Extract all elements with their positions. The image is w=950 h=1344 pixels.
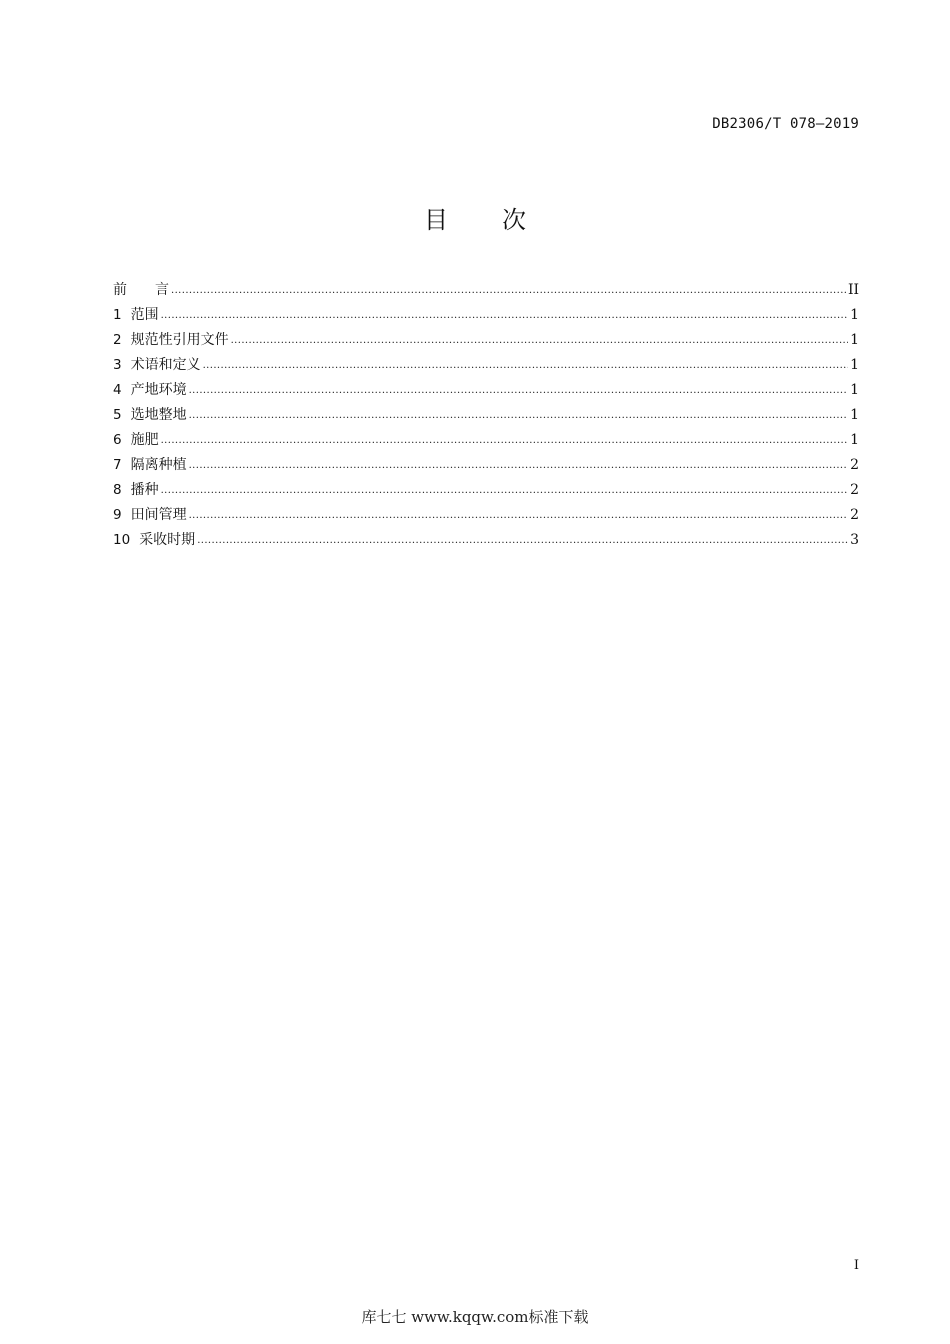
toc-entry-page: II (847, 282, 859, 298)
toc-entry-page: 1 (850, 432, 859, 448)
toc-entry-title: 选地整地 (130, 407, 187, 423)
page-number: I (853, 1258, 859, 1273)
toc-entry-production-environment[interactable] (113, 378, 859, 403)
toc-entry-sowing[interactable] (113, 478, 859, 503)
toc-leader-dots (231, 328, 848, 353)
toc-entry-title: 采收时期 (139, 532, 196, 548)
toc-entry-page: 2 (850, 482, 859, 498)
toc-entry-number: 6 (113, 432, 122, 448)
toc-leader-dots (189, 378, 848, 403)
toc-entry-page: 1 (850, 407, 859, 423)
toc-entry-terms-definitions[interactable] (113, 353, 859, 378)
toc-entry-page: 2 (850, 507, 859, 523)
toc-entry-number: 10 (113, 532, 131, 548)
toc-heading-left: 目 (424, 206, 448, 234)
toc-heading (0, 200, 950, 235)
toc-entry-isolation-planting[interactable] (113, 453, 859, 478)
toc-entry-number: 7 (113, 457, 122, 473)
toc-entry-number: 3 (113, 357, 122, 373)
toc-leader-dots (203, 353, 848, 378)
document-code: DB2306/T 078—2019 (712, 116, 859, 132)
toc-entry-number: 1 (113, 307, 122, 323)
toc-leader-dots (189, 503, 848, 528)
toc-entry-title: 田间管理 (130, 507, 187, 523)
toc-leader-dots (189, 403, 848, 428)
toc-entry-fertilization[interactable] (113, 428, 859, 453)
table-of-contents (113, 278, 859, 553)
toc-entry-scope[interactable] (113, 303, 859, 328)
toc-entry-harvest-time[interactable] (113, 528, 859, 553)
footer-watermark: 库七七 www.kqqw.com标准下载 (361, 1308, 589, 1326)
toc-entry-title: 范围 (130, 307, 159, 323)
toc-entry-page: 1 (850, 357, 859, 373)
toc-leader-dots (171, 278, 846, 303)
toc-heading-right: 次 (502, 206, 526, 234)
toc-entry-number: 9 (113, 507, 122, 523)
toc-entry-title: 规范性引用文件 (130, 332, 229, 348)
toc-entry-number: 2 (113, 332, 122, 348)
toc-entry-page: 1 (850, 307, 859, 323)
toc-entry-preface[interactable] (113, 278, 859, 303)
toc-entry-page: 1 (850, 332, 859, 348)
toc-leader-dots (189, 453, 848, 478)
toc-entry-title: 产地环境 (130, 382, 187, 398)
toc-leader-dots (161, 303, 848, 328)
toc-entry-title: 施肥 (130, 432, 159, 448)
toc-entry-title: 隔离种植 (130, 457, 187, 473)
toc-entry-field-management[interactable] (113, 503, 859, 528)
toc-entry-page: 3 (850, 532, 859, 548)
toc-entry-title: 前 言 (113, 282, 169, 298)
toc-entry-page: 2 (850, 457, 859, 473)
toc-entry-title: 播种 (130, 482, 159, 498)
toc-entry-page: 1 (850, 382, 859, 398)
toc-entry-number: 5 (113, 407, 122, 423)
toc-entry-title: 术语和定义 (130, 357, 201, 373)
toc-leader-dots (161, 478, 848, 503)
toc-entry-normative-references[interactable] (113, 328, 859, 353)
toc-leader-dots (197, 528, 848, 553)
toc-entry-site-preparation[interactable] (113, 403, 859, 428)
toc-entry-number: 4 (113, 382, 122, 398)
toc-entry-number: 8 (113, 482, 122, 498)
toc-leader-dots (161, 428, 848, 453)
